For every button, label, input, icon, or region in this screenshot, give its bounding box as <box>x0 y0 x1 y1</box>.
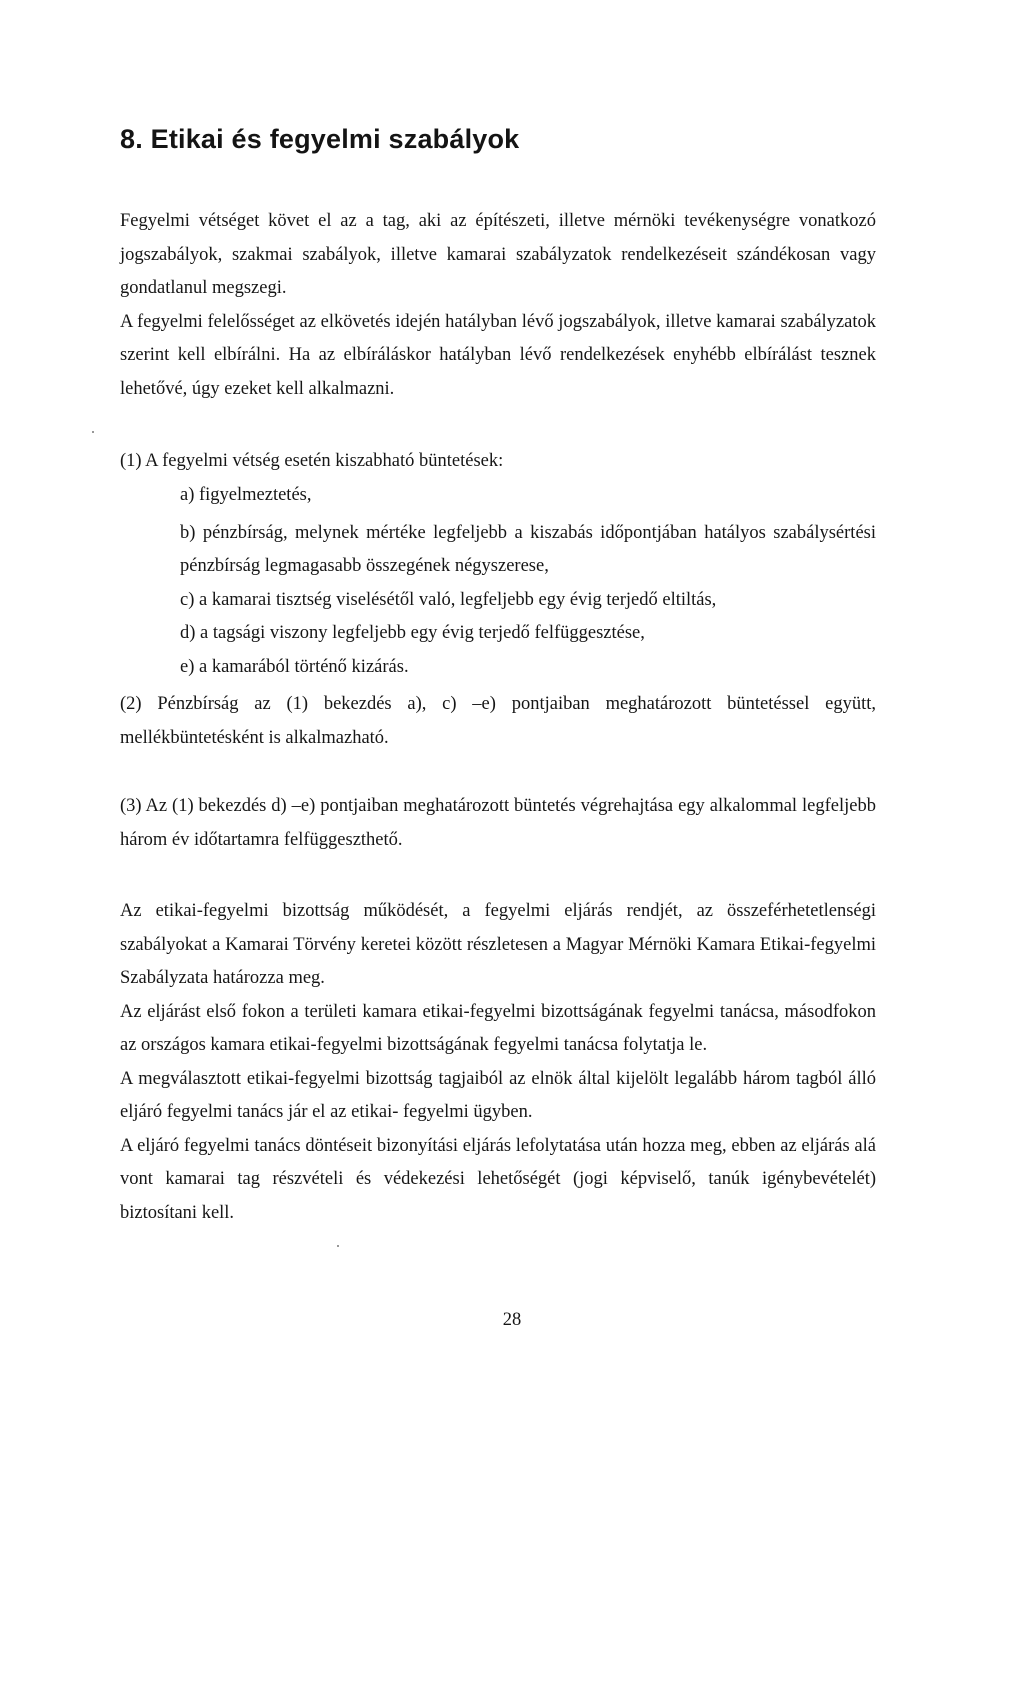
penalty-item-c: c) a kamarai tisztség viselésétől való, legfeljebb egy évig terjedő eltiltás, <box>180 589 717 610</box>
procedure-paragraph-3: A megválasztott etikai-fegyelmi bizottság tagjaiból az elnök által kijelölt legalább három tagból álló eljáró fegyelmi tanács jár el az etikai- fegyelmi ügyben. <box>120 1068 876 1122</box>
intro-section <box>120 205 876 406</box>
penalties-paragraph-2-block <box>120 688 876 755</box>
intro-paragraph-2: A fegyelmi felelősséget az elkövetés idején hatályban lévő jogszabályok, illetve kamarai szabályzatok szerint kell elbírálni. Ha az elbíráláskor hatályban lévő rendelkezések enyhébb elbírálást tesznek lehetővé, úgy ezeket kell alkalmazni. <box>120 311 876 399</box>
penalties-paragraph-3-block <box>120 790 876 857</box>
procedure-paragraph-4: A eljáró fegyelmi tanács döntéseit bizonyítási eljárás lefolytatása után hozza meg, ebben az eljárás alá vont kamarai tag részvételi és védekezési lehetőségét (jogi képviselő, tanúk igénybevételét) biztosítani kell. <box>120 1135 876 1223</box>
intro-paragraph-1: Fegyelmi vétséget követ el az a tag, aki az építészeti, illetve mérnöki tevékenységre vonatkozó jogszabályok, szakmai szabályok, illetve kamarai szabályzatok rendelkezéseit szándékosan vagy gondatlanul megszegi. <box>120 211 876 298</box>
penalty-item-a: a) figyelmeztetés, <box>180 485 312 505</box>
scan-speck <box>337 1245 339 1247</box>
penalties-lead-block <box>120 445 876 479</box>
penalty-item-b: b) pénzbírság, melynek mértéke legfeljebb a kiszabás időpontjában hatályos szabálysértési pénzbírság legmagasabb összegének négyszerese, <box>180 522 876 576</box>
section-heading: 8. Etikai és fegyelmi szabályok <box>120 124 520 154</box>
penalties-paragraph-3: (3) Az (1) bekezdés d) –e) pontjaiban meghatározott büntetés végrehajtása egy alkalommal legfeljebb három év időtartamra felfüggeszthető. <box>120 796 876 850</box>
procedure-section <box>120 895 876 1230</box>
penalties-list <box>180 479 876 684</box>
penalties-lead: (1) A fegyelmi vétség esetén kiszabható büntetések: <box>120 451 504 471</box>
penalties-paragraph-2: (2) Pénzbírság az (1) bekezdés a), c) –e) pontjaiban meghatározott büntetéssel együtt, mellékbüntetésként is alkalmazható. <box>120 694 876 748</box>
page-number: 28 <box>502 1310 522 1330</box>
procedure-paragraph-1: Az etikai-fegyelmi bizottság működését, a fegyelmi eljárás rendjét, az összeférhetetlenségi szabályokat a Kamarai Törvény keretei között részletesen a Magyar Mérnöki Kamara Etikai-fegyelmi Szabályzata határozza meg. <box>120 901 876 988</box>
scan-speck <box>92 431 94 433</box>
penalty-item-d: d) a tagsági viszony legfeljebb egy évig terjedő felfüggesztése, <box>180 623 645 643</box>
penalty-item-e: e) a kamarából történő kizárás. <box>180 656 409 677</box>
procedure-paragraph-2: Az eljárást első fokon a területi kamara etikai-fegyelmi bizottságának fegyelmi tanácsa, másodfokon az országos kamara etikai-fegyelmi bizottságának fegyelmi tanácsa folytatja le. <box>120 1001 876 1055</box>
